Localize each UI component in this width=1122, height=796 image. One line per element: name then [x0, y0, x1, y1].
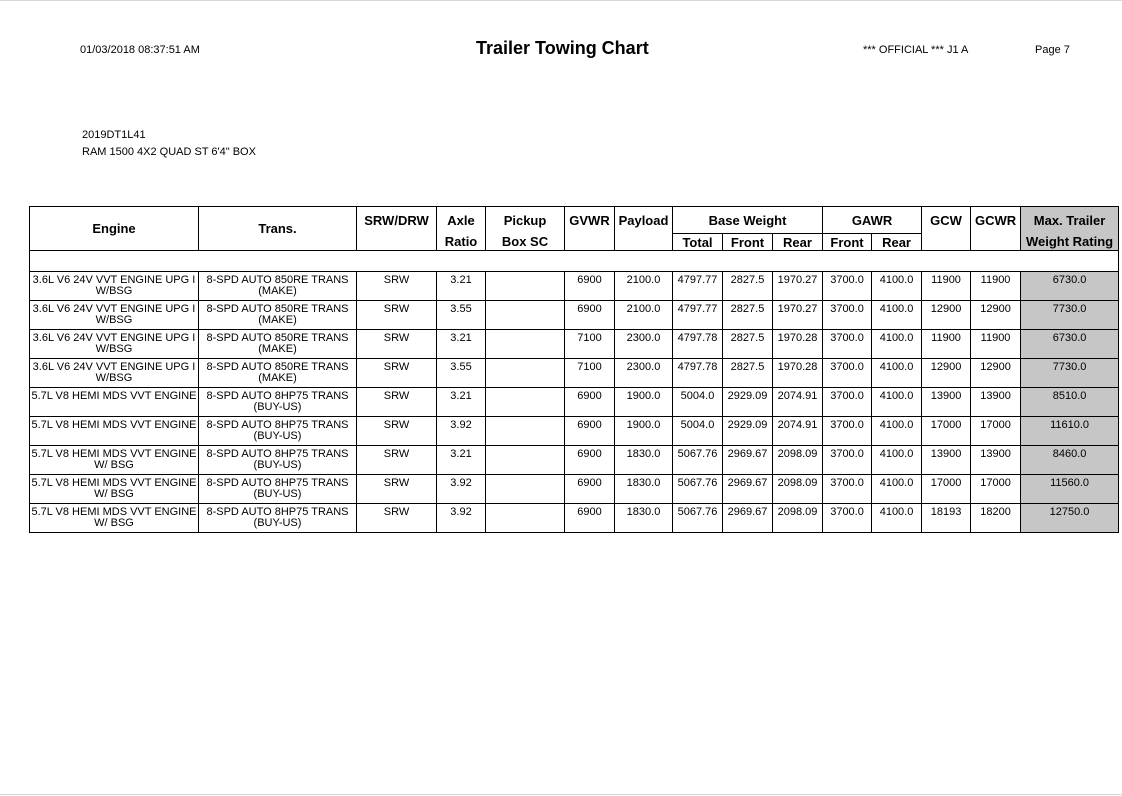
col-header-box-sc: Box SC	[486, 234, 565, 251]
cell-gawr-rear: 4100.0	[872, 475, 922, 504]
cell-bw-total: 5067.76	[673, 446, 723, 475]
cell-bw-rear: 1970.28	[773, 359, 823, 388]
cell-gcwr: 17000	[971, 417, 1021, 446]
cell-bw-front: 2969.67	[723, 475, 773, 504]
cell-max-trailer: 12750.0	[1021, 504, 1119, 533]
cell-gawr-front: 3700.0	[823, 446, 872, 475]
table-row	[30, 417, 1119, 446]
col-header-gawr-rear: Rear	[872, 234, 922, 251]
cell-srw: SRW	[357, 272, 437, 301]
page-bottom-border	[0, 794, 1122, 795]
col-header-base-total: Total	[673, 234, 723, 251]
cell-srw: SRW	[357, 475, 437, 504]
cell-bw-total: 4797.77	[673, 301, 723, 330]
cell-gvwr: 6900	[565, 417, 615, 446]
cell-pickup	[486, 272, 565, 301]
cell-gawr-rear: 4100.0	[872, 301, 922, 330]
table-row	[30, 388, 1119, 417]
table-row	[30, 446, 1119, 475]
cell-max-trailer: 7730.0	[1021, 359, 1119, 388]
cell-bw-rear: 2098.09	[773, 504, 823, 533]
cell-gawr-front: 3700.0	[823, 504, 872, 533]
cell-gawr-front: 3700.0	[823, 330, 872, 359]
cell-gawr-front: 3700.0	[823, 272, 872, 301]
cell-bw-rear: 2098.09	[773, 446, 823, 475]
cell-bw-total: 4797.77	[673, 272, 723, 301]
page-number: Page 7	[1035, 44, 1070, 56]
cell-gvwr: 6900	[565, 475, 615, 504]
cell-gawr-front: 3700.0	[823, 388, 872, 417]
cell-gawr-rear: 4100.0	[872, 417, 922, 446]
cell-engine: 5.7L V8 HEMI MDS VVT ENGINE W/ BSG	[30, 504, 199, 533]
cell-bw-rear: 2098.09	[773, 475, 823, 504]
cell-max-trailer: 8460.0	[1021, 446, 1119, 475]
cell-gvwr: 6900	[565, 446, 615, 475]
cell-gawr-rear: 4100.0	[872, 330, 922, 359]
cell-pickup	[486, 446, 565, 475]
cell-axle: 3.92	[437, 475, 486, 504]
cell-gcw: 11900	[922, 272, 971, 301]
cell-srw: SRW	[357, 446, 437, 475]
cell-gvwr: 6900	[565, 388, 615, 417]
cell-gvwr: 7100	[565, 359, 615, 388]
cell-bw-front: 2827.5	[723, 359, 773, 388]
col-header-payload-sub	[615, 234, 673, 251]
cell-engine: 5.7L V8 HEMI MDS VVT ENGINE W/ BSG	[30, 446, 199, 475]
cell-max-trailer: 6730.0	[1021, 272, 1119, 301]
col-header-engine: Engine	[30, 207, 199, 251]
model-name: RAM 1500 4X2 QUAD ST 6'4" BOX	[82, 146, 256, 158]
cell-gcw: 17000	[922, 417, 971, 446]
cell-gawr-front: 3700.0	[823, 417, 872, 446]
cell-srw: SRW	[357, 359, 437, 388]
table-row	[30, 330, 1119, 359]
cell-bw-total: 5067.76	[673, 504, 723, 533]
col-header-base-weight: Base Weight	[673, 207, 823, 234]
cell-gawr-rear: 4100.0	[872, 504, 922, 533]
report-datetime: 01/03/2018 08:37:51 AM	[80, 44, 200, 56]
cell-gvwr: 6900	[565, 272, 615, 301]
col-header-trans: Trans.	[199, 207, 357, 251]
cell-bw-front: 2969.67	[723, 446, 773, 475]
col-header-srw-drw: SRW/DRW	[357, 207, 437, 234]
col-header-gcwr: GCWR	[971, 207, 1021, 234]
cell-gcwr: 12900	[971, 301, 1021, 330]
cell-pickup	[486, 388, 565, 417]
cell-engine: 3.6L V6 24V VVT ENGINE UPG I W/BSG	[30, 272, 199, 301]
table-row	[30, 272, 1119, 301]
cell-bw-rear: 1970.27	[773, 272, 823, 301]
cell-gvwr: 7100	[565, 330, 615, 359]
cell-trans: 8-SPD AUTO 850RE TRANS (MAKE)	[199, 359, 357, 388]
cell-gcw: 11900	[922, 330, 971, 359]
cell-gcwr: 11900	[971, 330, 1021, 359]
cell-bw-total: 5004.0	[673, 388, 723, 417]
cell-payload: 2300.0	[615, 359, 673, 388]
cell-gvwr: 6900	[565, 504, 615, 533]
cell-max-trailer: 11610.0	[1021, 417, 1119, 446]
cell-gawr-front: 3700.0	[823, 301, 872, 330]
cell-bw-front: 2929.09	[723, 417, 773, 446]
col-header-base-rear: Rear	[773, 234, 823, 251]
cell-pickup	[486, 330, 565, 359]
cell-axle: 3.92	[437, 417, 486, 446]
table-row	[30, 504, 1119, 533]
cell-engine: 3.6L V6 24V VVT ENGINE UPG I W/BSG	[30, 330, 199, 359]
cell-gcw: 13900	[922, 388, 971, 417]
cell-bw-rear: 1970.28	[773, 330, 823, 359]
cell-srw: SRW	[357, 417, 437, 446]
col-header-gcwr-sub	[971, 234, 1021, 251]
cell-bw-rear: 2074.91	[773, 388, 823, 417]
cell-axle: 3.21	[437, 330, 486, 359]
cell-srw: SRW	[357, 330, 437, 359]
col-header-gcw: GCW	[922, 207, 971, 234]
cell-payload: 2100.0	[615, 301, 673, 330]
cell-pickup	[486, 504, 565, 533]
towing-table	[29, 206, 1119, 533]
cell-bw-total: 4797.78	[673, 359, 723, 388]
col-header-ratio: Ratio	[437, 234, 486, 251]
cell-trans: 8-SPD AUTO 8HP75 TRANS (BUY-US)	[199, 446, 357, 475]
page-title: Trailer Towing Chart	[476, 38, 649, 58]
cell-axle: 3.55	[437, 301, 486, 330]
col-header-gvwr-sub	[565, 234, 615, 251]
cell-engine: 3.6L V6 24V VVT ENGINE UPG I W/BSG	[30, 359, 199, 388]
cell-max-trailer: 6730.0	[1021, 330, 1119, 359]
cell-max-trailer: 8510.0	[1021, 388, 1119, 417]
cell-pickup	[486, 475, 565, 504]
cell-gawr-rear: 4100.0	[872, 388, 922, 417]
cell-trans: 8-SPD AUTO 850RE TRANS (MAKE)	[199, 272, 357, 301]
cell-bw-total: 4797.78	[673, 330, 723, 359]
cell-axle: 3.21	[437, 272, 486, 301]
cell-engine: 5.7L V8 HEMI MDS VVT ENGINE	[30, 388, 199, 417]
cell-bw-front: 2827.5	[723, 301, 773, 330]
cell-bw-front: 2827.5	[723, 272, 773, 301]
col-header-gcw-sub	[922, 234, 971, 251]
spacer-row	[30, 251, 1119, 272]
col-header-max-trailer: Max. Trailer	[1021, 207, 1119, 234]
cell-bw-front: 2929.09	[723, 388, 773, 417]
col-header-weight-rating: Weight Rating	[1021, 234, 1119, 251]
cell-engine: 3.6L V6 24V VVT ENGINE UPG I W/BSG	[30, 301, 199, 330]
cell-payload: 1830.0	[615, 504, 673, 533]
cell-srw: SRW	[357, 388, 437, 417]
cell-bw-rear: 1970.27	[773, 301, 823, 330]
cell-gcwr: 18200	[971, 504, 1021, 533]
cell-trans: 8-SPD AUTO 850RE TRANS (MAKE)	[199, 301, 357, 330]
cell-trans: 8-SPD AUTO 8HP75 TRANS (BUY-US)	[199, 475, 357, 504]
cell-gawr-front: 3700.0	[823, 475, 872, 504]
cell-bw-total: 5067.76	[673, 475, 723, 504]
cell-gawr-front: 3700.0	[823, 359, 872, 388]
cell-payload: 2300.0	[615, 330, 673, 359]
cell-trans: 8-SPD AUTO 8HP75 TRANS (BUY-US)	[199, 417, 357, 446]
col-header-gvwr: GVWR	[565, 207, 615, 234]
cell-bw-rear: 2074.91	[773, 417, 823, 446]
cell-axle: 3.21	[437, 446, 486, 475]
cell-pickup	[486, 301, 565, 330]
cell-trans: 8-SPD AUTO 850RE TRANS (MAKE)	[199, 330, 357, 359]
cell-srw: SRW	[357, 504, 437, 533]
cell-trans: 8-SPD AUTO 8HP75 TRANS (BUY-US)	[199, 504, 357, 533]
cell-payload: 1900.0	[615, 417, 673, 446]
cell-engine: 5.7L V8 HEMI MDS VVT ENGINE	[30, 417, 199, 446]
cell-payload: 2100.0	[615, 272, 673, 301]
cell-gcw: 18193	[922, 504, 971, 533]
cell-gvwr: 6900	[565, 301, 615, 330]
cell-axle: 3.55	[437, 359, 486, 388]
cell-pickup	[486, 359, 565, 388]
cell-gcw: 17000	[922, 475, 971, 504]
model-code: 2019DT1L41	[82, 129, 146, 141]
page-top-border	[0, 0, 1122, 1]
col-header-pickup: Pickup	[486, 207, 565, 234]
col-header-payload: Payload	[615, 207, 673, 234]
cell-gcw: 12900	[922, 359, 971, 388]
cell-gcwr: 17000	[971, 475, 1021, 504]
col-header-gawr: GAWR	[823, 207, 922, 234]
cell-max-trailer: 7730.0	[1021, 301, 1119, 330]
cell-gcwr: 11900	[971, 272, 1021, 301]
cell-gawr-rear: 4100.0	[872, 272, 922, 301]
col-header-base-front: Front	[723, 234, 773, 251]
cell-gcw: 12900	[922, 301, 971, 330]
cell-gcwr: 12900	[971, 359, 1021, 388]
official-marker: *** OFFICIAL *** J1 A	[863, 44, 969, 56]
cell-bw-front: 2827.5	[723, 330, 773, 359]
cell-gawr-rear: 4100.0	[872, 446, 922, 475]
col-header-axle: Axle	[437, 207, 486, 234]
cell-payload: 1830.0	[615, 475, 673, 504]
cell-engine: 5.7L V8 HEMI MDS VVT ENGINE W/ BSG	[30, 475, 199, 504]
cell-max-trailer: 11560.0	[1021, 475, 1119, 504]
cell-srw: SRW	[357, 301, 437, 330]
table-row	[30, 359, 1119, 388]
cell-pickup	[486, 417, 565, 446]
table-row	[30, 475, 1119, 504]
cell-bw-total: 5004.0	[673, 417, 723, 446]
cell-axle: 3.21	[437, 388, 486, 417]
col-header-gawr-front: Front	[823, 234, 872, 251]
cell-payload: 1830.0	[615, 446, 673, 475]
cell-payload: 1900.0	[615, 388, 673, 417]
cell-gcwr: 13900	[971, 446, 1021, 475]
col-header-srw-drw-sub	[357, 234, 437, 251]
cell-bw-front: 2969.67	[723, 504, 773, 533]
cell-trans: 8-SPD AUTO 8HP75 TRANS (BUY-US)	[199, 388, 357, 417]
cell-gawr-rear: 4100.0	[872, 359, 922, 388]
cell-axle: 3.92	[437, 504, 486, 533]
cell-gcw: 13900	[922, 446, 971, 475]
cell-gcwr: 13900	[971, 388, 1021, 417]
table-row	[30, 301, 1119, 330]
